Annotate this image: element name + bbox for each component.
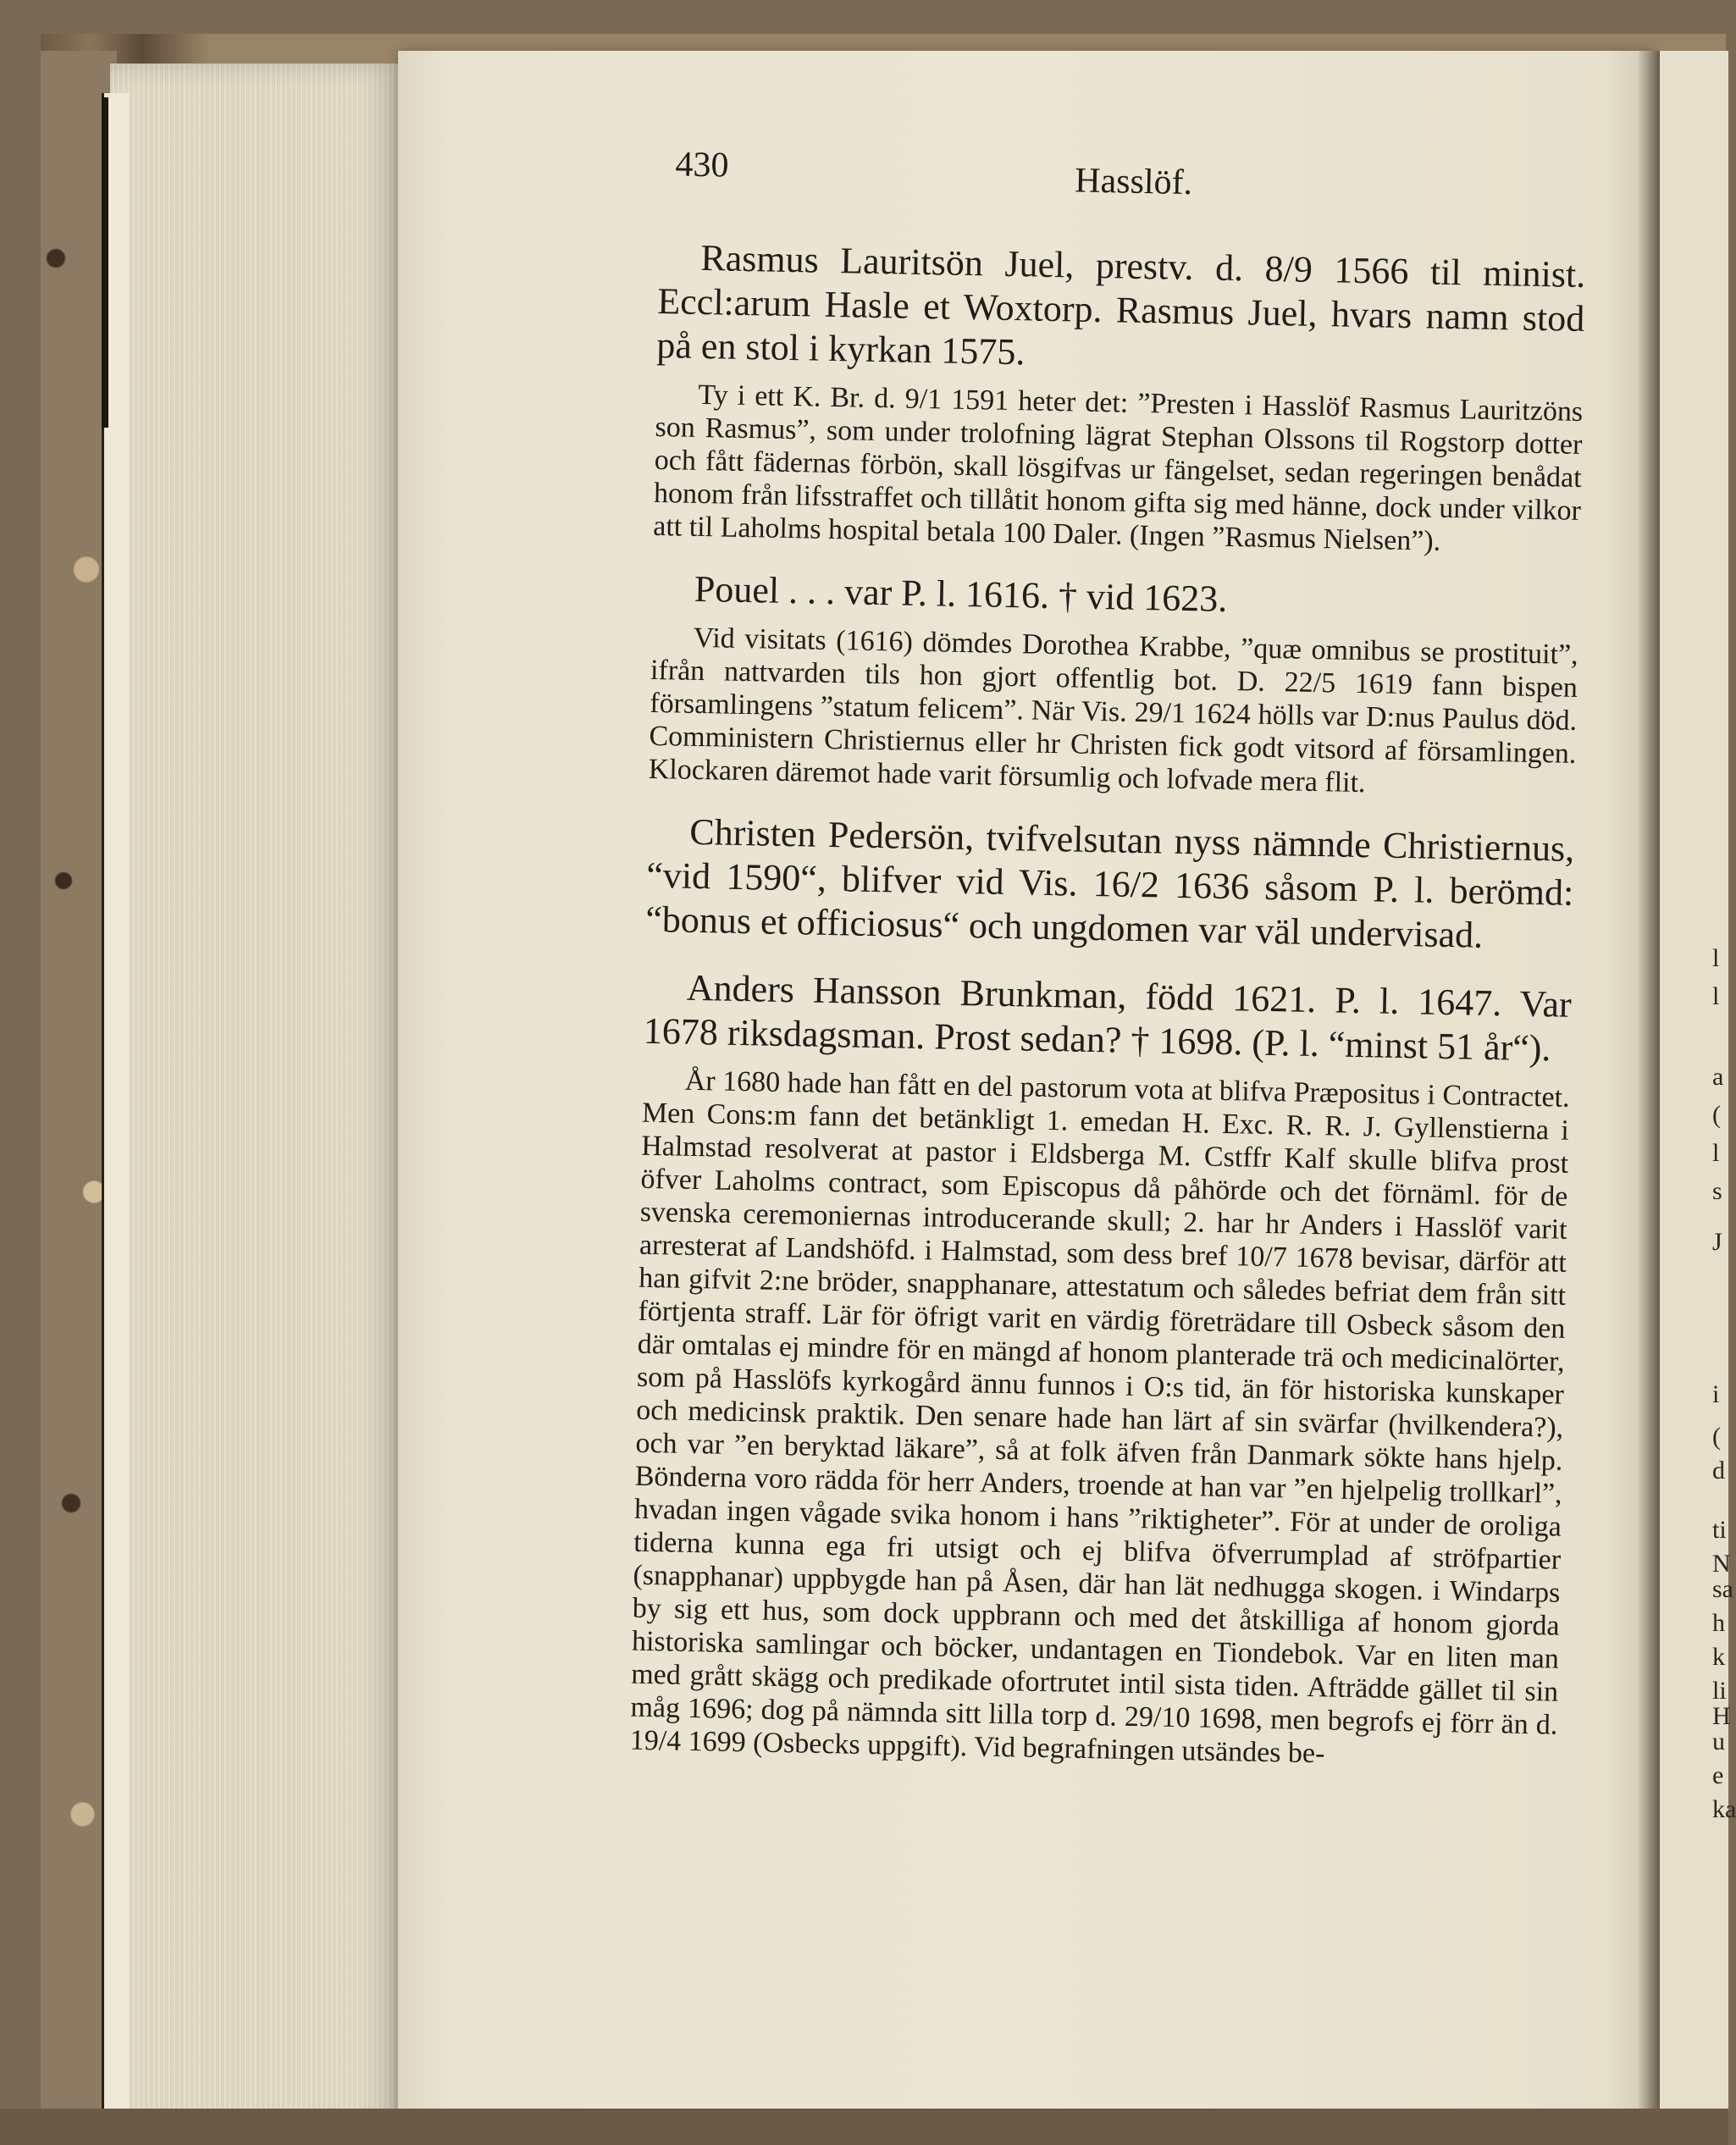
entry-pouel — [648, 567, 1579, 804]
entry-rasmus-juel — [653, 235, 1586, 561]
entry-body: År 1680 hade han fått en del pastorum vota at blifva Præpositus i Contractet. Men Cons:m fann det betänkligt 1. emedan H. Exc. R. R. J. Gyllenstierna i Halmstad resolverat at pastor i Eldsberga M. Cstffr Kalf skulle blifva prost öfver Laholms contract, som Episcopus då påhörde och det förnäml. för de svenska ceremoniernas introducerande skull; 2. har hr Anders i Hasslöf varit arresterat af Landshöfd. i Halmstad, som dess bref 10/7 1678 bevisar, därför att han gifvit 2:ne bröder, snapphanare, attestatum och således befriat dem från sitt förtjenta straff. Lär för öfrigt varit en värdig företrädare till Osbeck såsom den där omtalas ej mindre för en mängd af honom planterade trä och medicinalörter, som på Hasslöfs kyrkogård ännu funnos i O:s tid, än för historiska kunskaper och medicinsk praktik. Den senare hade han lärt af sin svärfar (hvilkendera?), och var ”en beryktad läkare”, så at folk äfven från Danmark sökte hans hjelp. Bönderna voro rädda för herr Anders, troende at han var ”en hjelpelig trollkarl”, hvadan ingen vågade svika honom i hans ”riktigheter”. För at under de oroliga tiderna kunna ega fri utsigt och ej blifva öfverrumplad af ströfpartier (snapphanar) uppbygde han på Åsen, där han lät nedhugga skogen. i Windarps by sig ett hus, som dock uppbrann och med det åtskilliga af honom gjorda historiska samlingar och böcker, undantagen en Tiondebok. Var en liten man med grått skägg och predikade ofortrutet intil sista tiden. Afträdde gället til sin måg 1696; dog på nämnda sitt lilla torp d. 29/10 1698, men begrofs ej förr än d. 19/4 1699 (Osbecks uppgift). Vid begrafningen utsändes be- — [629, 1064, 1570, 1770]
binding-bottom — [0, 2109, 1728, 2145]
next-page-fragment: s — [1712, 1177, 1722, 1205]
next-page-fragment: i — [1712, 1380, 1720, 1408]
next-page-fragment: k — [1712, 1643, 1725, 1671]
next-page-fragment: u — [1712, 1728, 1725, 1755]
next-page-fragment: N — [1712, 1550, 1731, 1578]
next-page-fragment: J — [1712, 1228, 1722, 1256]
next-page-fragment: l — [1712, 944, 1720, 972]
next-page-fragment: e — [1712, 1761, 1724, 1789]
entry-heading: Pouel . . . var P. l. 1616. † vid 1623. — [694, 567, 1228, 620]
entry-anders-brunkman — [629, 965, 1572, 1775]
text-column — [629, 144, 1587, 1775]
next-page-fragment: ti — [1712, 1516, 1727, 1544]
next-page-fragment: l — [1712, 1139, 1720, 1167]
next-page-fragment: li — [1712, 1677, 1727, 1705]
entry-christen-pedersson — [645, 810, 1575, 959]
entry-heading: Anders Hansson Brunkman, född 1621. P. l. 1647. Var 1678 riksdagsman. Prost sedan? † 1698. (P. l. “minst 51 år“). — [643, 966, 1573, 1070]
next-page-fragment: ka — [1712, 1795, 1736, 1823]
next-page-fragment: H — [1712, 1702, 1731, 1730]
next-page-fragment: ( — [1712, 1101, 1721, 1129]
entry-heading: Christen Pedersön, tvifvelsutan nyss nämnde Christiernus, “vid 1590“, blifver vid Vis. 16/2 1636 såsom P. l. berömd: “bonus et officiosus“ och ungdomen var väl undervisad. — [644, 810, 1575, 956]
entry-body: Ty i ett K. Br. d. 9/1 1591 heter det: ”Presten i Hasslöf Rasmus Lauritzöns son Rasmus”, som under trolofning lägrat Stephan Olssons til Rogstorp dotter och fått fädernas förbön, skall lösgifvas ur fängelset, sedan regeringen benådat honom från lifsstraffet och tillåtit honom gifta sig med hänne, dock under vilkor att til Laholms hospital betala 100 Daler. (Ingen ”Rasmus Nielsen”). — [652, 379, 1584, 557]
next-page-fragment: a — [1712, 1063, 1724, 1091]
next-page-fragment: l — [1712, 982, 1720, 1010]
endpaper-mark — [102, 97, 108, 428]
next-page-fragment: ( — [1712, 1423, 1721, 1451]
page-stack — [110, 64, 402, 2130]
next-page-fragment: d — [1712, 1457, 1725, 1484]
next-page-fragment: sa — [1712, 1575, 1733, 1603]
entry-heading: Rasmus Lauritsön Juel, prestv. d. 8/9 1566 til minist. Eccl:arum Hasle et Woxtorp. Rasmus Juel, hvars namn stod på en stol i kyrkan 1575. — [655, 236, 1586, 373]
next-page-fragment: h — [1712, 1609, 1725, 1637]
page-number: 430 — [675, 145, 729, 185]
running-title: Hasslöf. — [1074, 161, 1193, 203]
entry-body: Vid visitats (1616) dömdes Dorothea Krabbe, ”quæ omnibus se prostituit”, ifrån nattvarden tils hon gjort offentlig bot. D. 22/5 1619 fann bispen församlingens ”statum felicem”. När Vis. 29/1 1624 hölls var D:nus Paulus död. Comministern Christiernus eller hr Christen fick godt vitsord af församlingen. Klockaren däremot hade varit försumlig och lofvade mera flit. — [648, 622, 1578, 799]
